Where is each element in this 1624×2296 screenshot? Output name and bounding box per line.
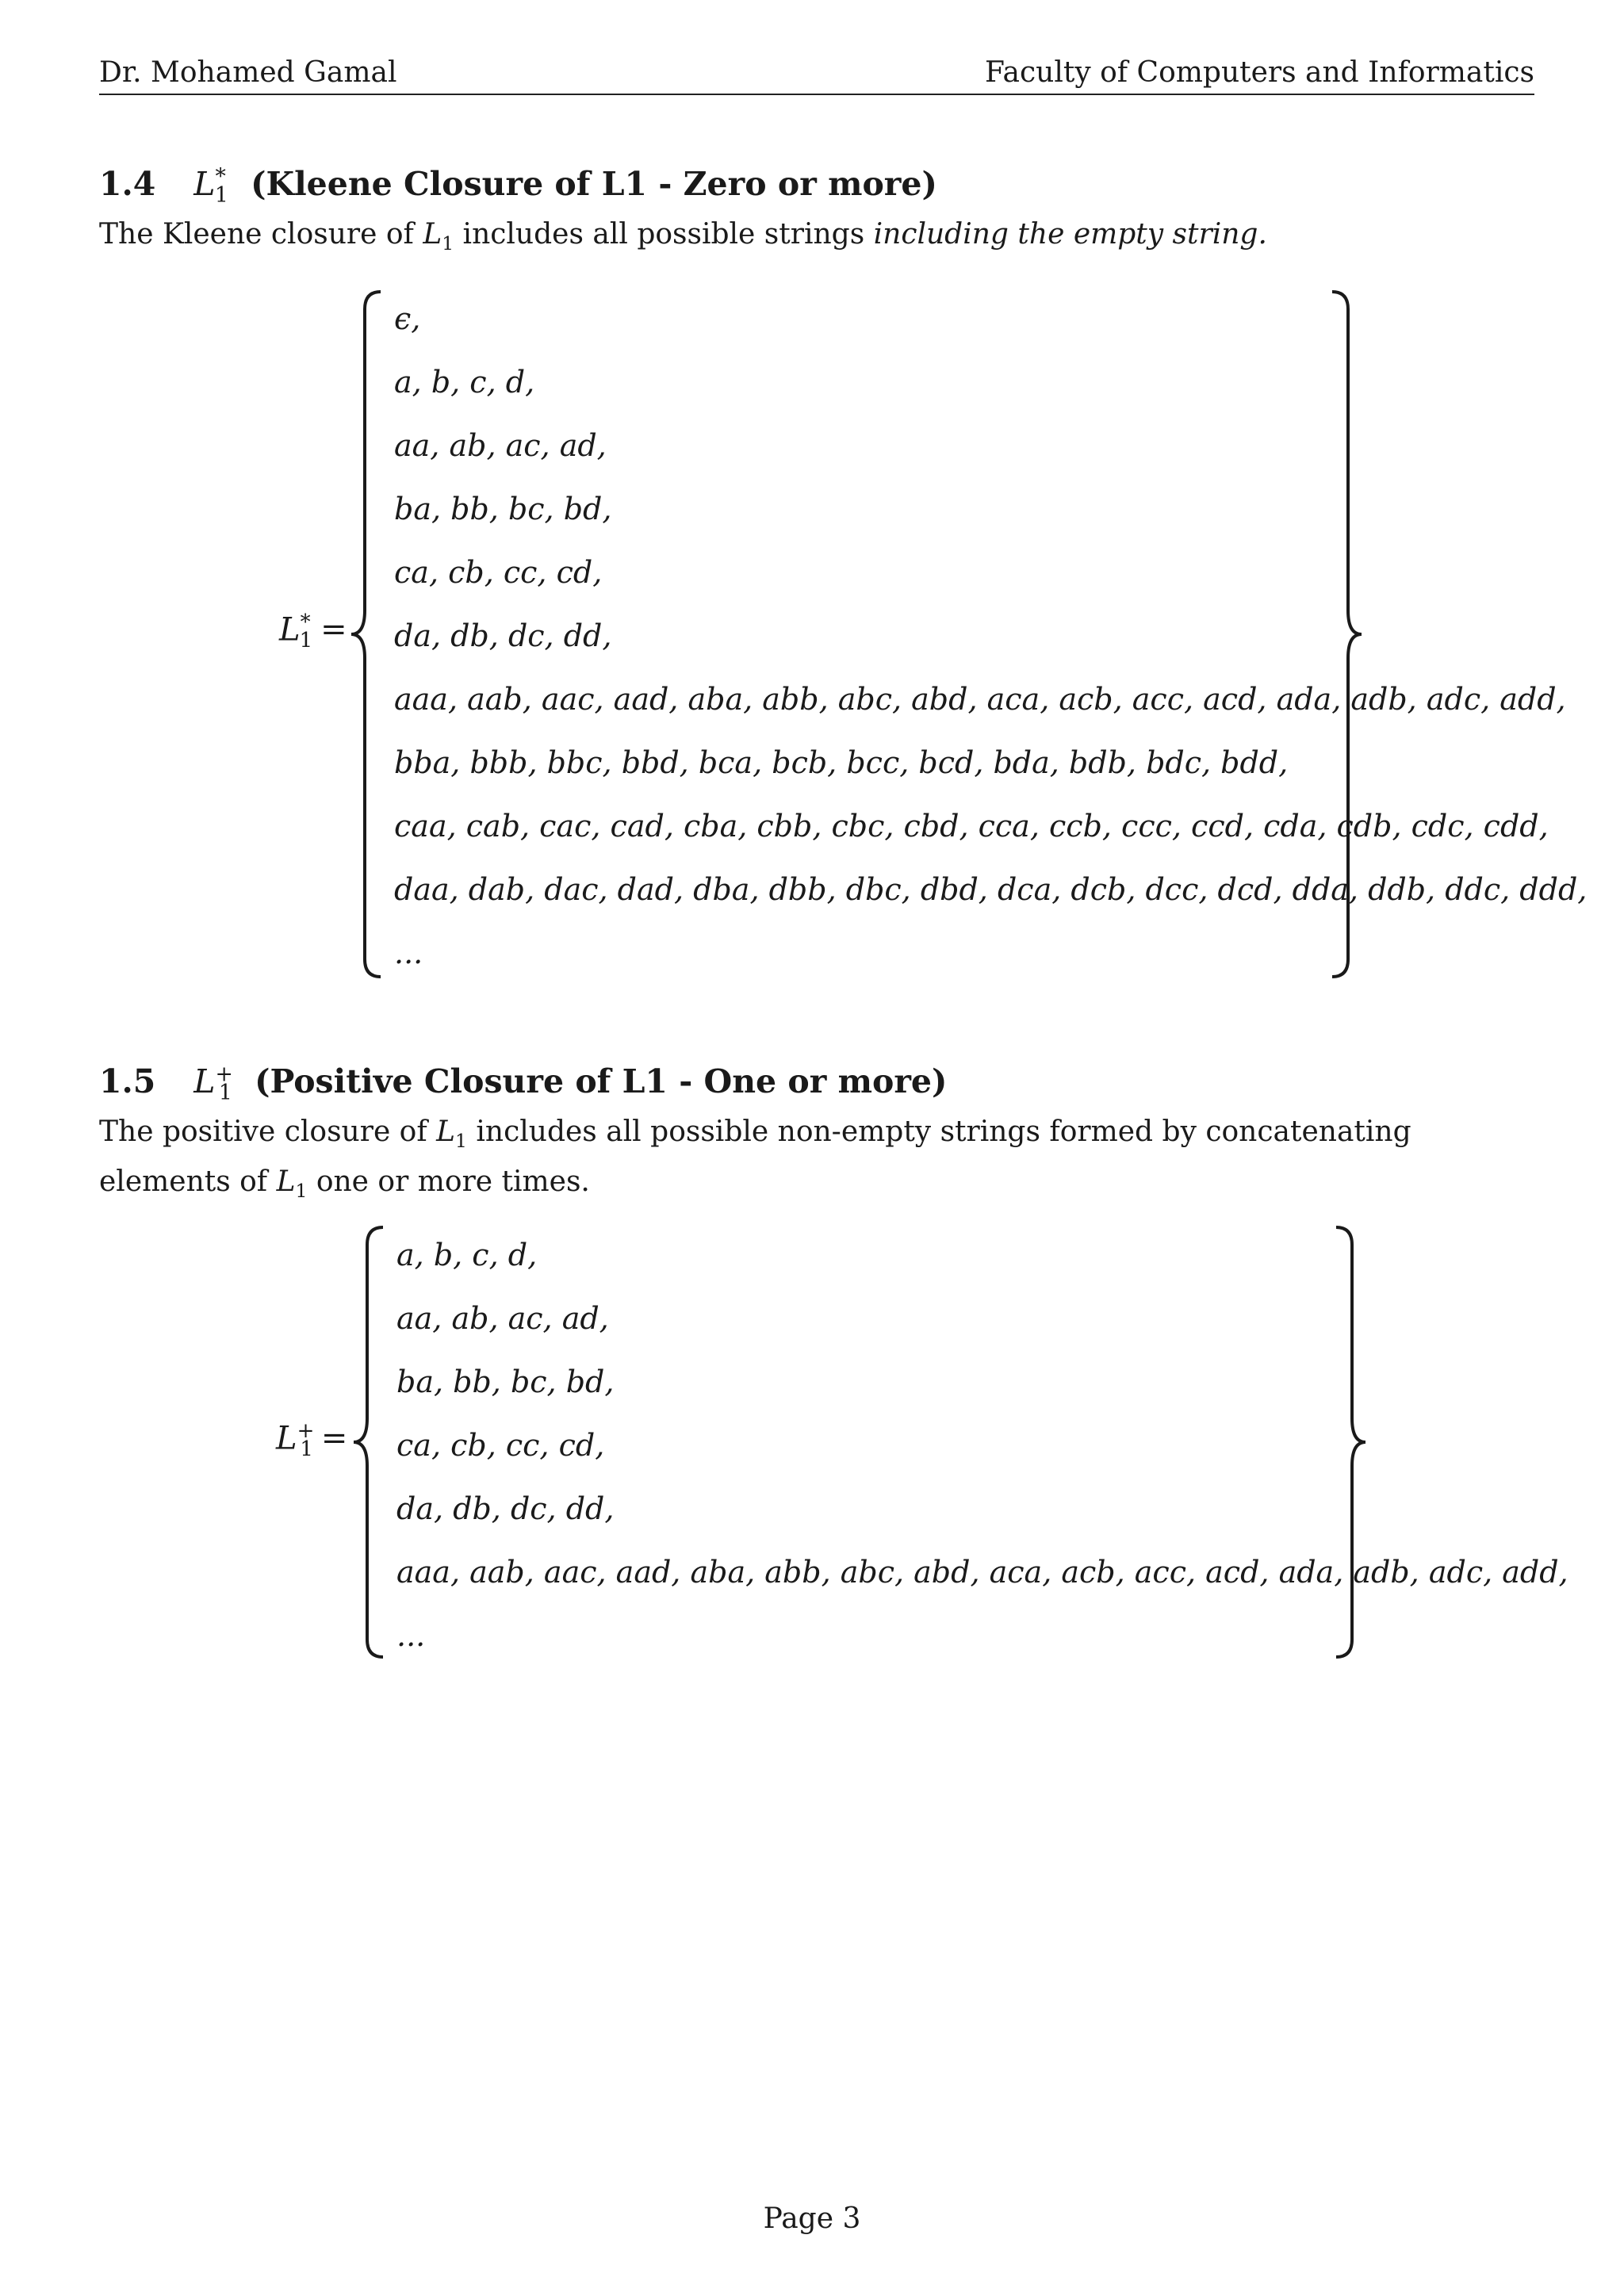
author-name: Dr. Mohamed Gamal xyxy=(99,56,397,89)
kleene-equation-label: $L^*_1$ = xyxy=(279,610,347,653)
section-heading-kleene xyxy=(99,157,937,216)
list-item: ... xyxy=(394,936,423,970)
section-heading-positive xyxy=(99,1054,947,1113)
faculty-name: Faculty of Computers and Informatics xyxy=(985,56,1534,89)
list-item: da, db, dc, dd, xyxy=(394,618,612,653)
list-item: aaa, aab, aac, aad, aba, abb, abc, abd, aca, acb, acc, acd, ada, adb, adc, add, xyxy=(396,1555,1568,1590)
section-number: 1.5 xyxy=(99,1062,156,1100)
list-item: ... xyxy=(396,1618,426,1653)
section-number: 1.4 xyxy=(99,164,156,203)
list-item: daa, dab, dac, dad, dba, dbb, dbc, dbd, dca, dcb, dcc, dcd, dda, ddb, ddc, ddd, xyxy=(394,872,1588,907)
positive-symbol: $L^+_1$ xyxy=(193,1062,233,1105)
kleene-left-brace xyxy=(349,289,389,979)
positive-left-brace xyxy=(351,1225,391,1659)
section-title: (Positive Closure of L1 - One or more) xyxy=(255,1062,948,1100)
positive-equation-label: $L^+_1$ = xyxy=(276,1419,348,1462)
list-item: ca, cb, cc, cd, xyxy=(394,555,603,590)
list-item: bba, bbb, bbc, bbd, bca, bcb, bcc, bcd, bda, bdb, bdc, bdd, xyxy=(394,745,1289,780)
list-item: da, db, dc, dd, xyxy=(396,1491,615,1526)
page-number: Page 3 xyxy=(763,2202,861,2235)
kleene-strings-list xyxy=(394,287,1587,985)
list-item: ba, bb, bc, bd, xyxy=(394,492,612,526)
section-title: (Kleene Closure of L1 - Zero or more) xyxy=(251,164,937,203)
page-header xyxy=(99,52,1534,95)
list-item: ba, bb, bc, bd, xyxy=(396,1364,615,1399)
list-item: a, b, c, d, xyxy=(394,365,535,400)
kleene-symbol: $L^*_1$ xyxy=(193,164,228,208)
list-item: a, b, c, d, xyxy=(396,1238,538,1272)
list-item: ca, cb, cc, cd, xyxy=(396,1428,605,1463)
kleene-description: The Kleene closure of $L_1$ includes all possible strings including the empty string. xyxy=(99,218,1267,255)
positive-strings-list xyxy=(396,1223,1568,1667)
positive-description: The positive closure of $L_1$ includes all possible non-empty strings formed by concatenating elements of $L_1$ one or more times. xyxy=(99,1115,1411,1203)
list-item: caa, cab, cac, cad, cba, cbb, cbc, cbd, cca, ccb, ccc, ccd, cda, cdb, cdc, cdd, xyxy=(394,809,1549,844)
list-item: aaa, aab, aac, aad, aba, abb, abc, abd, aca, acb, acc, acd, ada, adb, adc, add, xyxy=(394,682,1566,717)
list-item: aa, ab, ac, ad, xyxy=(394,428,607,463)
list-item: aa, ab, ac, ad, xyxy=(396,1301,609,1336)
list-item: ϵ, xyxy=(394,301,421,336)
